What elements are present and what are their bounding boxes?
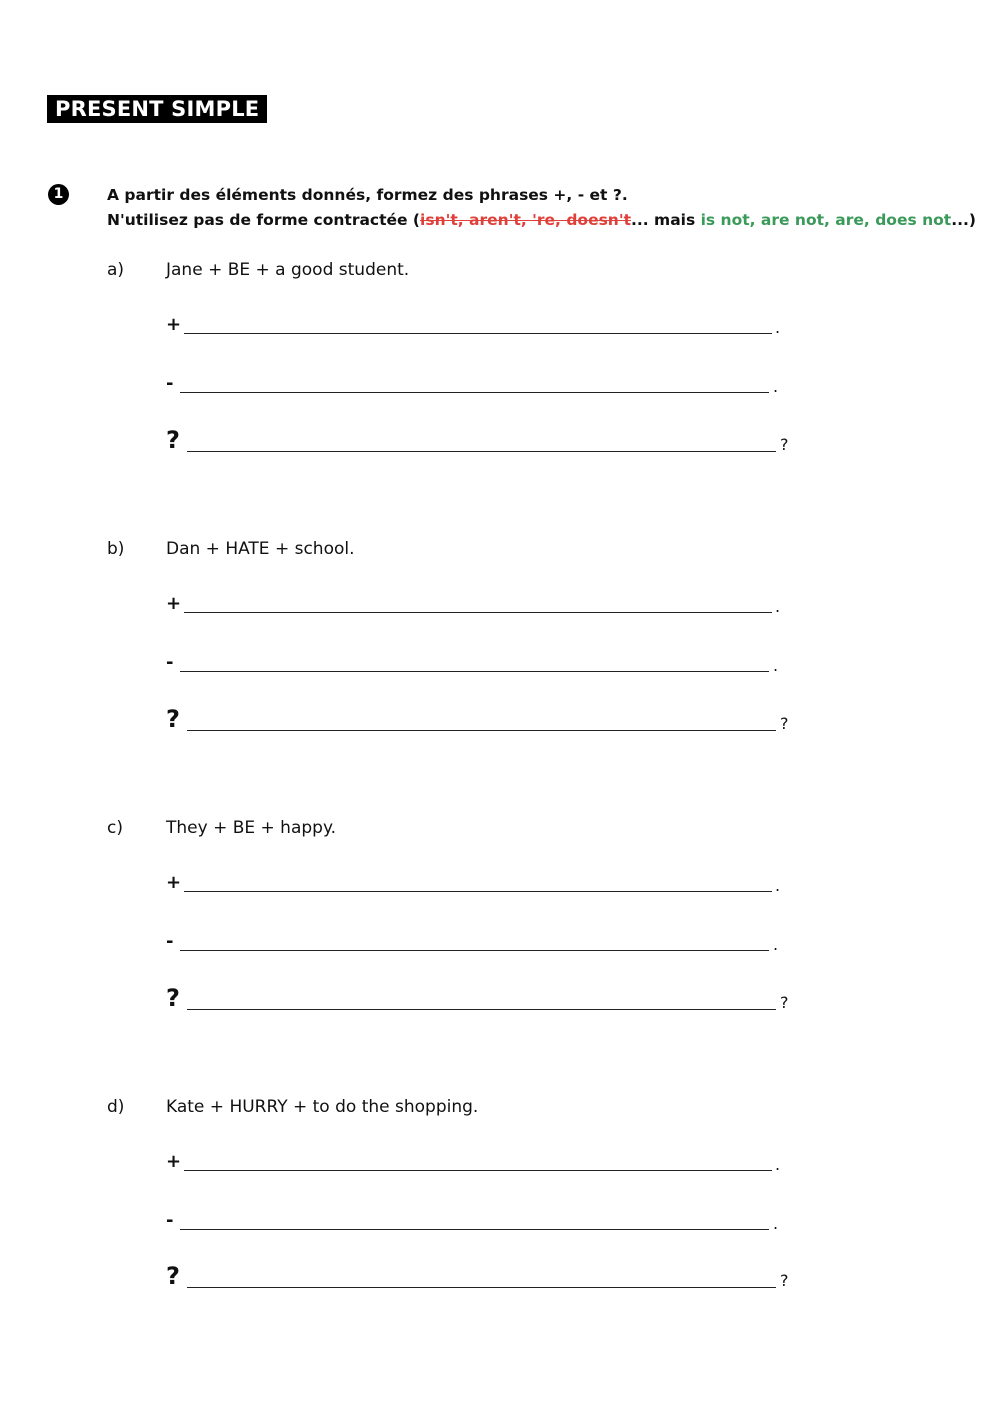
item-c-question-mark: ?: [780, 993, 789, 1012]
item-b-prompt: Dan + HATE + school.: [166, 539, 355, 559]
item-c-positive-period: .: [775, 876, 781, 895]
item-b-question-symbol: ?: [166, 705, 180, 733]
item-b-letter: b): [107, 539, 125, 559]
item-d-question-mark: ?: [780, 1271, 789, 1290]
item-a-question-symbol: ?: [166, 426, 180, 454]
item-a-negative-answer-line[interactable]: [180, 392, 769, 393]
item-d-positive-answer-line[interactable]: [184, 1170, 772, 1171]
item-b-negative-period: .: [773, 656, 779, 675]
item-b-positive-symbol: +: [166, 593, 182, 614]
item-b-positive-period: .: [775, 597, 781, 616]
item-b-negative-answer-line[interactable]: [180, 671, 769, 672]
item-d-question-symbol: ?: [166, 1262, 180, 1290]
instruction-prefix: N'utilisez pas de forme contractée (: [107, 211, 421, 229]
item-a-positive-period: .: [775, 318, 781, 337]
item-c-positive-answer-line[interactable]: [184, 891, 772, 892]
instruction-line-2: [107, 210, 976, 230]
item-a-negative-symbol: -: [166, 373, 174, 394]
item-a-question-answer-line[interactable]: [187, 451, 776, 452]
item-d-negative-answer-line[interactable]: [180, 1229, 769, 1230]
item-b-positive-answer-line[interactable]: [184, 612, 772, 613]
item-a-prompt: Jane + BE + a good student.: [166, 260, 410, 280]
page-title: PRESENT SIMPLE: [47, 95, 267, 123]
item-d-positive-period: .: [775, 1155, 781, 1174]
item-c-positive-symbol: +: [166, 872, 182, 893]
item-c-question-answer-line[interactable]: [187, 1009, 776, 1010]
item-a-negative-period: .: [773, 377, 779, 396]
forbidden-contractions: isn't, aren't, 're, doesn't: [420, 211, 631, 229]
item-d-negative-symbol: -: [166, 1210, 174, 1231]
item-d-question-answer-line[interactable]: [187, 1287, 776, 1288]
exercise-number-badge: 1: [48, 184, 69, 205]
item-c-negative-answer-line[interactable]: [180, 950, 769, 951]
item-b-question-answer-line[interactable]: [187, 730, 776, 731]
item-a-letter: a): [107, 260, 125, 280]
item-c-prompt: They + BE + happy.: [166, 818, 336, 838]
allowed-forms: is not, are not, are, does not: [700, 211, 952, 229]
item-c-letter: c): [107, 818, 123, 838]
instruction-suffix: ...): [951, 211, 976, 229]
item-a-question-mark: ?: [780, 435, 789, 454]
item-c-question-symbol: ?: [166, 984, 180, 1012]
item-b-negative-symbol: -: [166, 652, 174, 673]
item-d-positive-symbol: +: [166, 1151, 182, 1172]
item-d-letter: d): [107, 1097, 125, 1117]
item-a-positive-answer-line[interactable]: [184, 333, 772, 334]
item-c-negative-symbol: -: [166, 931, 174, 952]
item-d-negative-period: .: [773, 1214, 779, 1233]
item-b-question-mark: ?: [780, 714, 789, 733]
item-c-negative-period: .: [773, 935, 779, 954]
instruction-line-1: A partir des éléments donnés, formez des phrases +, - et ?.: [107, 186, 628, 204]
item-d-prompt: Kate + HURRY + to do the shopping.: [166, 1097, 479, 1117]
instruction-middle: ... mais: [631, 211, 701, 229]
item-a-positive-symbol: +: [166, 314, 182, 335]
